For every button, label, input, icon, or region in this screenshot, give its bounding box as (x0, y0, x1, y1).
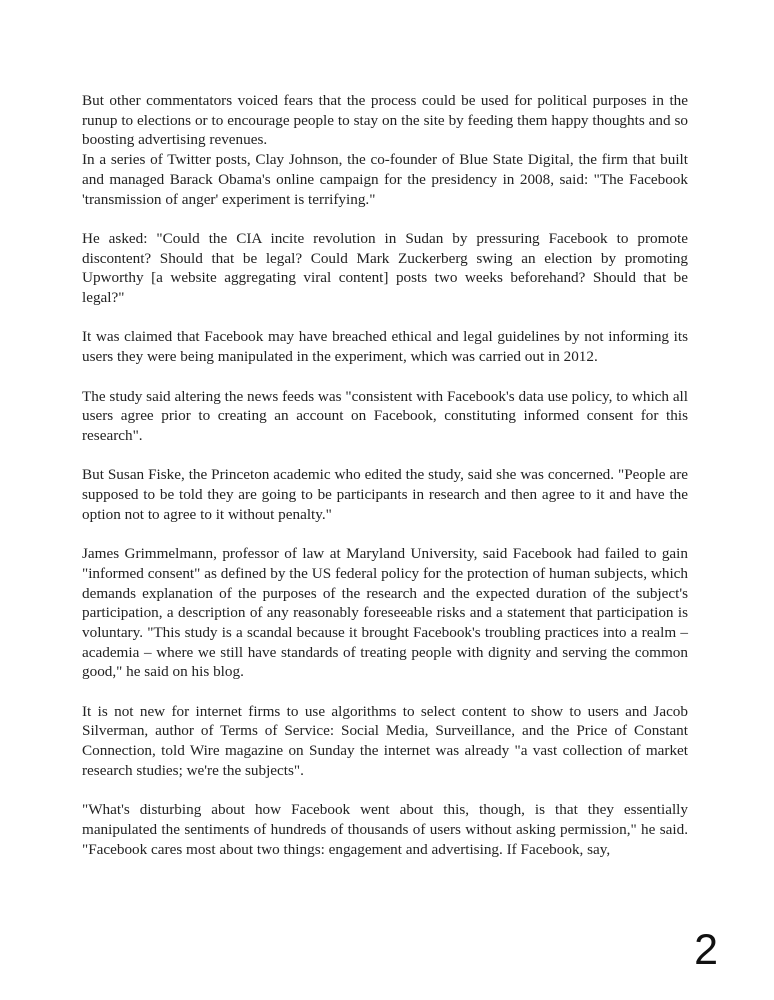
page-number: 2 (694, 926, 718, 974)
paragraph-james-grimmelmann: James Grimmelmann, professor of law at Maryland University, said Facebook had failed to gain "informed consent" as defined by the US federal policy for the protection of human subjects, which demands explanation of the purposes of the research and the expected duration of the subject's participation, a description of any reasonably foreseeable risks and a statement that participation is voluntary. "This study is a scandal because it brought Facebook's troubling practices into a realm – academia – where we still have standards of treating people with dignity and serving the common good," he said on his blog. (82, 545, 688, 681)
paragraph-data-use-policy: The study said altering the news feeds was "consistent with Facebook's data use policy, to which all users agree prior to creating an account on Facebook, constituting informed consent for this research". (82, 387, 688, 444)
paragraph-jacob-silverman: It is not new for internet firms to use algorithms to select content to show to users and Jacob Silverman, author of Terms of Service: Social Media, Surveillance, and the Price of Constant Connection, told Wire magazine on Sunday the internet was already "a vast collection of market research studies; we're the subjects". (82, 702, 688, 779)
paragraph-ethical-guidelines: It was claimed that Facebook may have breached ethical and legal guidelines by not informing its users they were being manipulated in the experiment, which was carried out in 2012. (82, 328, 688, 366)
paragraph-cia-question: He asked: "Could the CIA incite revolution in Sudan by pressuring Facebook to promote discontent? Should that be legal? Could Mark Zuckerberg swing an election by promoting Upworthy [a website aggregating viral content] posts two weeks beforehand? Should that be legal?" (82, 229, 688, 307)
paragraph-clay-johnson: In a series of Twitter posts, Clay Johnson, the co-founder of Blue State Digital, the firm that built and managed Barack Obama's online campaign for the presidency in 2008, said: "The Facebook 'transmission of anger' experiment is terrifying." (82, 151, 688, 208)
article-body (82, 91, 688, 859)
paragraph-political-purposes: But other commentators voiced fears that the process could be used for political purposes in the runup to elections or to encourage people to stay on the site by feeding them happy thoughts and so boosting advertising revenues. (82, 92, 688, 149)
paragraph-whats-disturbing: "What's disturbing about how Facebook went about this, though, is that they essentially manipulated the sentiments of hundreds of thousands of users without asking permission," he said. "Facebook cares most about two things: engagement and advertising. If Facebook, say, (82, 801, 688, 858)
paragraph-susan-fiske: But Susan Fiske, the Princeton academic who edited the study, said she was concerned. "People are supposed to be told they are going to be participants in research and then agree to it and have the option not to agree to it without penalty." (82, 466, 688, 523)
